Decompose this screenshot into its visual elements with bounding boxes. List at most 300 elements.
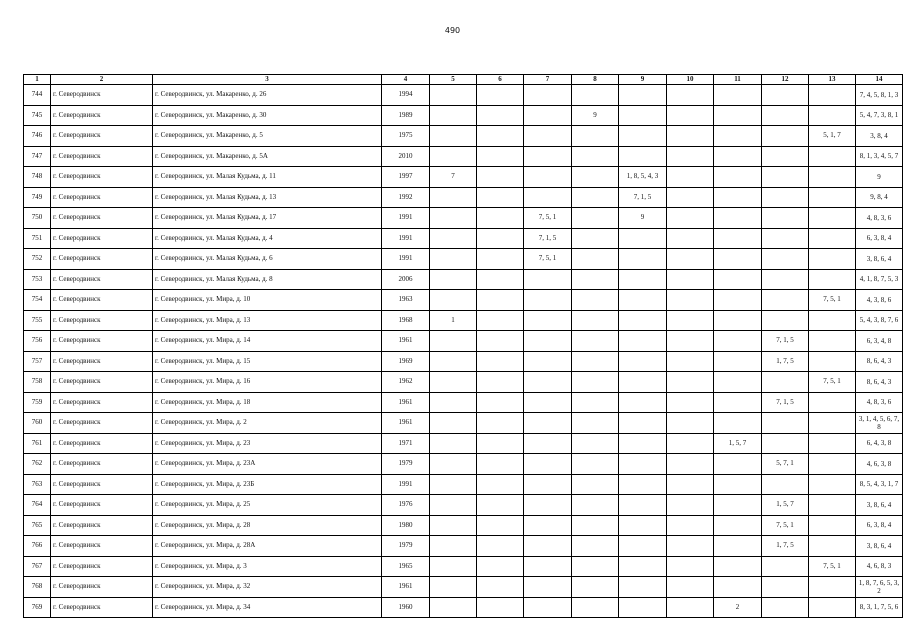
- cell-col-5: [430, 454, 477, 475]
- cell-year: 1980: [382, 515, 430, 536]
- cell-col-7: [524, 556, 572, 577]
- cell-address: г. Северодвинск, ул. Малая Кудьма, д. 6: [153, 249, 382, 270]
- cell-col-7: 7, 5, 1: [524, 208, 572, 229]
- cell-col-9: [619, 536, 667, 557]
- table-row: [24, 556, 903, 577]
- cell-col-12: 1, 5, 7: [762, 495, 809, 516]
- cell-col-14: 4, 6, 8, 3: [856, 556, 903, 577]
- cell-year: 2010: [382, 146, 430, 167]
- cell-settlement: г. Северодвинск: [51, 331, 153, 352]
- cell-col-5: [430, 536, 477, 557]
- cell-address: г. Северодвинск, ул. Мира, д. 3: [153, 556, 382, 577]
- cell-col-5: [430, 495, 477, 516]
- cell-year: 1971: [382, 433, 430, 454]
- cell-col-7: [524, 597, 572, 618]
- cell-col-9: [619, 310, 667, 331]
- cell-col-10: [667, 310, 714, 331]
- cell-row-number: 751: [24, 228, 51, 249]
- cell-col-8: [572, 331, 619, 352]
- cell-row-number: 748: [24, 167, 51, 188]
- cell-col-8: [572, 556, 619, 577]
- cell-settlement: г. Северодвинск: [51, 515, 153, 536]
- cell-year: 1965: [382, 556, 430, 577]
- cell-col-5: [430, 392, 477, 413]
- cell-col-12: [762, 208, 809, 229]
- cell-row-number: 755: [24, 310, 51, 331]
- cell-col-10: [667, 85, 714, 106]
- cell-col-10: [667, 392, 714, 413]
- cell-col-6: [477, 167, 524, 188]
- cell-col-14: 4, 6, 3, 8: [856, 454, 903, 475]
- cell-address: г. Северодвинск, ул. Макаренко, д. 5: [153, 126, 382, 147]
- cell-col-11: [714, 351, 762, 372]
- cell-col-6: [477, 269, 524, 290]
- cell-col-13: [809, 392, 856, 413]
- cell-col-8: [572, 146, 619, 167]
- cell-col-14: 9, 8, 4: [856, 187, 903, 208]
- cell-col-12: [762, 474, 809, 495]
- cell-col-10: [667, 105, 714, 126]
- column-header-14: 14: [856, 75, 903, 85]
- cell-col-13: [809, 454, 856, 475]
- cell-col-13: [809, 597, 856, 618]
- table-row: [24, 536, 903, 557]
- cell-col-13: [809, 351, 856, 372]
- cell-col-14: 4, 8, 3, 6: [856, 208, 903, 229]
- cell-col-7: [524, 269, 572, 290]
- column-header-6: 6: [477, 75, 524, 85]
- cell-settlement: г. Северодвинск: [51, 249, 153, 270]
- table-row: [24, 310, 903, 331]
- cell-col-11: [714, 228, 762, 249]
- cell-year: 1994: [382, 85, 430, 106]
- cell-col-6: [477, 577, 524, 598]
- cell-address: г. Северодвинск, ул. Малая Кудьма, д. 11: [153, 167, 382, 188]
- cell-row-number: 758: [24, 372, 51, 393]
- cell-col-6: [477, 556, 524, 577]
- table-row: [24, 495, 903, 516]
- table-row: [24, 474, 903, 495]
- cell-col-6: [477, 208, 524, 229]
- table-row: [24, 372, 903, 393]
- cell-col-12: 1, 7, 5: [762, 351, 809, 372]
- cell-year: 2006: [382, 269, 430, 290]
- cell-col-11: [714, 515, 762, 536]
- cell-col-9: 1, 8, 5, 4, 3: [619, 167, 667, 188]
- cell-settlement: г. Северодвинск: [51, 208, 153, 229]
- cell-col-6: [477, 392, 524, 413]
- cell-col-5: [430, 269, 477, 290]
- cell-row-number: 756: [24, 331, 51, 352]
- cell-col-6: [477, 454, 524, 475]
- cell-col-7: [524, 454, 572, 475]
- cell-col-5: [430, 331, 477, 352]
- cell-col-11: [714, 167, 762, 188]
- cell-settlement: г. Северодвинск: [51, 167, 153, 188]
- cell-col-5: 1: [430, 310, 477, 331]
- cell-col-9: [619, 269, 667, 290]
- cell-col-14: 3, 8, 6, 4: [856, 249, 903, 270]
- cell-col-7: [524, 331, 572, 352]
- cell-address: г. Северодвинск, ул. Мира, д. 13: [153, 310, 382, 331]
- cell-col-10: [667, 187, 714, 208]
- cell-row-number: 750: [24, 208, 51, 229]
- cell-address: г. Северодвинск, ул. Мира, д. 18: [153, 392, 382, 413]
- cell-col-13: [809, 331, 856, 352]
- cell-col-12: [762, 413, 809, 434]
- cell-col-9: [619, 105, 667, 126]
- cell-col-11: [714, 413, 762, 434]
- cell-year: 1968: [382, 310, 430, 331]
- cell-col-11: [714, 146, 762, 167]
- cell-row-number: 764: [24, 495, 51, 516]
- cell-col-14: 8, 3, 1, 7, 5, 6: [856, 597, 903, 618]
- cell-col-14: 8, 1, 3, 4, 5, 7: [856, 146, 903, 167]
- cell-row-number: 749: [24, 187, 51, 208]
- cell-col-14: 1, 8, 7, 6, 5, 3, 2: [856, 577, 903, 598]
- column-header-5: 5: [430, 75, 477, 85]
- cell-col-6: [477, 249, 524, 270]
- cell-col-5: [430, 597, 477, 618]
- cell-col-9: [619, 290, 667, 311]
- cell-col-12: [762, 85, 809, 106]
- header-row: [24, 75, 903, 85]
- cell-col-12: [762, 269, 809, 290]
- cell-col-6: [477, 351, 524, 372]
- cell-col-11: 2: [714, 597, 762, 618]
- cell-row-number: 762: [24, 454, 51, 475]
- cell-settlement: г. Северодвинск: [51, 105, 153, 126]
- table-row: [24, 167, 903, 188]
- column-header-10: 10: [667, 75, 714, 85]
- cell-col-5: 7: [430, 167, 477, 188]
- cell-settlement: г. Северодвинск: [51, 454, 153, 475]
- cell-col-8: [572, 536, 619, 557]
- column-header-8: 8: [572, 75, 619, 85]
- table-body: [24, 85, 903, 618]
- table-row: [24, 146, 903, 167]
- cell-col-11: [714, 208, 762, 229]
- cell-col-5: [430, 85, 477, 106]
- cell-col-7: [524, 413, 572, 434]
- cell-col-9: [619, 228, 667, 249]
- cell-row-number: 746: [24, 126, 51, 147]
- cell-col-5: [430, 187, 477, 208]
- cell-col-13: [809, 85, 856, 106]
- cell-col-14: 4, 8, 3, 6: [856, 392, 903, 413]
- table-row: [24, 290, 903, 311]
- cell-col-14: 6, 3, 4, 8: [856, 331, 903, 352]
- cell-col-10: [667, 290, 714, 311]
- cell-col-12: 7, 1, 5: [762, 331, 809, 352]
- cell-col-7: [524, 577, 572, 598]
- cell-col-14: 8, 5, 4, 3, 1, 7: [856, 474, 903, 495]
- cell-year: 1961: [382, 413, 430, 434]
- cell-col-10: [667, 433, 714, 454]
- cell-col-14: 6, 3, 8, 4: [856, 515, 903, 536]
- cell-col-12: [762, 126, 809, 147]
- cell-row-number: 761: [24, 433, 51, 454]
- cell-col-13: 7, 5, 1: [809, 290, 856, 311]
- cell-col-12: 5, 7, 1: [762, 454, 809, 475]
- cell-col-7: [524, 85, 572, 106]
- cell-col-11: [714, 372, 762, 393]
- cell-address: г. Северодвинск, ул. Мира, д. 25: [153, 495, 382, 516]
- cell-col-6: [477, 105, 524, 126]
- cell-col-13: [809, 536, 856, 557]
- cell-address: г. Северодвинск, ул. Малая Кудьма, д. 8: [153, 269, 382, 290]
- cell-col-5: [430, 351, 477, 372]
- cell-row-number: 752: [24, 249, 51, 270]
- cell-col-6: [477, 536, 524, 557]
- cell-col-9: [619, 454, 667, 475]
- cell-col-13: 5, 1, 7: [809, 126, 856, 147]
- cell-col-7: [524, 146, 572, 167]
- cell-col-13: [809, 515, 856, 536]
- cell-col-10: [667, 577, 714, 598]
- cell-settlement: г. Северодвинск: [51, 597, 153, 618]
- cell-col-8: [572, 392, 619, 413]
- cell-col-7: [524, 126, 572, 147]
- cell-year: 1979: [382, 536, 430, 557]
- cell-row-number: 760: [24, 413, 51, 434]
- cell-col-10: [667, 126, 714, 147]
- table-row: [24, 228, 903, 249]
- cell-col-5: [430, 372, 477, 393]
- cell-col-9: [619, 577, 667, 598]
- cell-settlement: г. Северодвинск: [51, 474, 153, 495]
- cell-col-13: [809, 105, 856, 126]
- cell-col-9: [619, 392, 667, 413]
- cell-settlement: г. Северодвинск: [51, 433, 153, 454]
- cell-col-11: 1, 5, 7: [714, 433, 762, 454]
- cell-col-12: [762, 597, 809, 618]
- cell-col-7: [524, 105, 572, 126]
- cell-col-11: [714, 310, 762, 331]
- cell-col-9: 9: [619, 208, 667, 229]
- cell-col-8: [572, 85, 619, 106]
- cell-col-9: [619, 515, 667, 536]
- cell-col-12: [762, 433, 809, 454]
- cell-col-14: 8, 6, 4, 3: [856, 372, 903, 393]
- cell-year: 1997: [382, 167, 430, 188]
- table-row: [24, 249, 903, 270]
- cell-col-10: [667, 474, 714, 495]
- table-row: [24, 126, 903, 147]
- cell-col-12: [762, 577, 809, 598]
- cell-col-13: 7, 5, 1: [809, 372, 856, 393]
- cell-col-8: [572, 454, 619, 475]
- cell-col-7: [524, 310, 572, 331]
- cell-col-6: [477, 433, 524, 454]
- cell-col-13: [809, 495, 856, 516]
- column-header-11: 11: [714, 75, 762, 85]
- cell-col-8: [572, 515, 619, 536]
- cell-address: г. Северодвинск, ул. Мира, д. 2: [153, 413, 382, 434]
- cell-col-10: [667, 146, 714, 167]
- cell-col-14: 4, 3, 8, 6: [856, 290, 903, 311]
- cell-col-11: [714, 577, 762, 598]
- cell-settlement: г. Северодвинск: [51, 536, 153, 557]
- cell-address: г. Северодвинск, ул. Мира, д. 10: [153, 290, 382, 311]
- cell-settlement: г. Северодвинск: [51, 228, 153, 249]
- cell-col-6: [477, 310, 524, 331]
- cell-col-10: [667, 413, 714, 434]
- cell-row-number: 769: [24, 597, 51, 618]
- cell-col-12: [762, 105, 809, 126]
- cell-year: 1961: [382, 392, 430, 413]
- cell-col-14: 3, 8, 6, 4: [856, 536, 903, 557]
- cell-col-5: [430, 208, 477, 229]
- cell-settlement: г. Северодвинск: [51, 413, 153, 434]
- column-header-1: 1: [24, 75, 51, 85]
- cell-col-8: [572, 495, 619, 516]
- cell-col-14: 6, 3, 8, 4: [856, 228, 903, 249]
- cell-col-8: [572, 597, 619, 618]
- cell-year: 1992: [382, 187, 430, 208]
- cell-col-13: [809, 146, 856, 167]
- column-header-9: 9: [619, 75, 667, 85]
- cell-address: г. Северодвинск, ул. Мира, д. 32: [153, 577, 382, 598]
- cell-col-8: [572, 290, 619, 311]
- cell-col-12: [762, 310, 809, 331]
- cell-col-9: [619, 495, 667, 516]
- cell-col-13: [809, 167, 856, 188]
- cell-row-number: 744: [24, 85, 51, 106]
- cell-address: г. Северодвинск, ул. Мира, д. 23Б: [153, 474, 382, 495]
- cell-address: г. Северодвинск, ул. Мира, д. 23: [153, 433, 382, 454]
- cell-col-6: [477, 85, 524, 106]
- cell-col-13: [809, 577, 856, 598]
- register-table: [23, 74, 903, 618]
- cell-year: 1969: [382, 351, 430, 372]
- cell-col-7: [524, 515, 572, 536]
- cell-col-8: [572, 126, 619, 147]
- column-header-3: 3: [153, 75, 382, 85]
- cell-col-11: [714, 187, 762, 208]
- cell-col-5: [430, 105, 477, 126]
- cell-row-number: 753: [24, 269, 51, 290]
- table-row: [24, 187, 903, 208]
- table-row: [24, 433, 903, 454]
- cell-col-7: [524, 372, 572, 393]
- cell-col-14: 3, 8, 4: [856, 126, 903, 147]
- cell-col-13: [809, 310, 856, 331]
- cell-col-10: [667, 228, 714, 249]
- cell-col-12: 7, 5, 1: [762, 515, 809, 536]
- cell-col-6: [477, 495, 524, 516]
- cell-col-10: [667, 372, 714, 393]
- cell-col-7: [524, 290, 572, 311]
- cell-address: г. Северодвинск, ул. Малая Кудьма, д. 4: [153, 228, 382, 249]
- cell-col-11: [714, 85, 762, 106]
- cell-col-9: [619, 331, 667, 352]
- page-number: 490: [444, 26, 461, 35]
- cell-col-9: [619, 474, 667, 495]
- cell-address: г. Северодвинск, ул. Макаренко, д. 5А: [153, 146, 382, 167]
- cell-col-12: [762, 372, 809, 393]
- cell-col-8: [572, 167, 619, 188]
- cell-col-13: 7, 5, 1: [809, 556, 856, 577]
- cell-col-5: [430, 577, 477, 598]
- cell-col-8: 9: [572, 105, 619, 126]
- cell-col-7: [524, 536, 572, 557]
- cell-row-number: 759: [24, 392, 51, 413]
- cell-col-12: 1, 7, 5: [762, 536, 809, 557]
- cell-address: г. Северодвинск, ул. Мира, д. 28А: [153, 536, 382, 557]
- cell-col-12: [762, 187, 809, 208]
- cell-row-number: 757: [24, 351, 51, 372]
- cell-col-10: [667, 351, 714, 372]
- cell-col-14: 3, 8, 6, 4: [856, 495, 903, 516]
- cell-address: г. Северодвинск, ул. Малая Кудьма, д. 13: [153, 187, 382, 208]
- cell-col-14: 5, 4, 7, 3, 8, 1: [856, 105, 903, 126]
- cell-col-14: 8, 6, 4, 3: [856, 351, 903, 372]
- cell-col-10: [667, 269, 714, 290]
- cell-col-13: [809, 474, 856, 495]
- cell-year: 1975: [382, 126, 430, 147]
- cell-col-14: 5, 4, 3, 8, 7, 6: [856, 310, 903, 331]
- cell-row-number: 747: [24, 146, 51, 167]
- cell-address: г. Северодвинск, ул. Макаренко, д. 30: [153, 105, 382, 126]
- cell-col-10: [667, 167, 714, 188]
- cell-settlement: г. Северодвинск: [51, 351, 153, 372]
- cell-col-9: [619, 413, 667, 434]
- column-header-7: 7: [524, 75, 572, 85]
- cell-row-number: 766: [24, 536, 51, 557]
- table-row: [24, 597, 903, 618]
- cell-col-8: [572, 208, 619, 229]
- cell-col-5: [430, 249, 477, 270]
- cell-col-6: [477, 474, 524, 495]
- cell-col-7: [524, 392, 572, 413]
- cell-col-11: [714, 495, 762, 516]
- cell-col-8: [572, 413, 619, 434]
- cell-col-6: [477, 515, 524, 536]
- cell-col-10: [667, 208, 714, 229]
- cell-col-11: [714, 249, 762, 270]
- cell-col-13: [809, 187, 856, 208]
- cell-col-14: 7, 4, 5, 8, 1, 3: [856, 85, 903, 106]
- cell-col-9: [619, 351, 667, 372]
- cell-col-7: 7, 1, 5: [524, 228, 572, 249]
- cell-settlement: г. Северодвинск: [51, 310, 153, 331]
- cell-year: 1979: [382, 454, 430, 475]
- cell-col-5: [430, 515, 477, 536]
- cell-col-13: [809, 249, 856, 270]
- cell-col-14: 3, 1, 4, 5, 6, 7, 8: [856, 413, 903, 434]
- cell-col-8: [572, 310, 619, 331]
- cell-col-11: [714, 269, 762, 290]
- cell-col-6: [477, 228, 524, 249]
- cell-col-5: [430, 474, 477, 495]
- cell-col-5: [430, 413, 477, 434]
- cell-col-14: 4, 1, 8, 7, 5, 3: [856, 269, 903, 290]
- cell-address: г. Северодвинск, ул. Мира, д. 23А: [153, 454, 382, 475]
- cell-year: 1962: [382, 372, 430, 393]
- cell-col-8: [572, 187, 619, 208]
- table-row: [24, 577, 903, 598]
- table-row: [24, 269, 903, 290]
- cell-row-number: 763: [24, 474, 51, 495]
- cell-address: г. Северодвинск, ул. Мира, д. 14: [153, 331, 382, 352]
- cell-col-6: [477, 187, 524, 208]
- cell-settlement: г. Северодвинск: [51, 269, 153, 290]
- table-row: [24, 331, 903, 352]
- cell-settlement: г. Северодвинск: [51, 290, 153, 311]
- cell-year: 1991: [382, 208, 430, 229]
- cell-col-10: [667, 331, 714, 352]
